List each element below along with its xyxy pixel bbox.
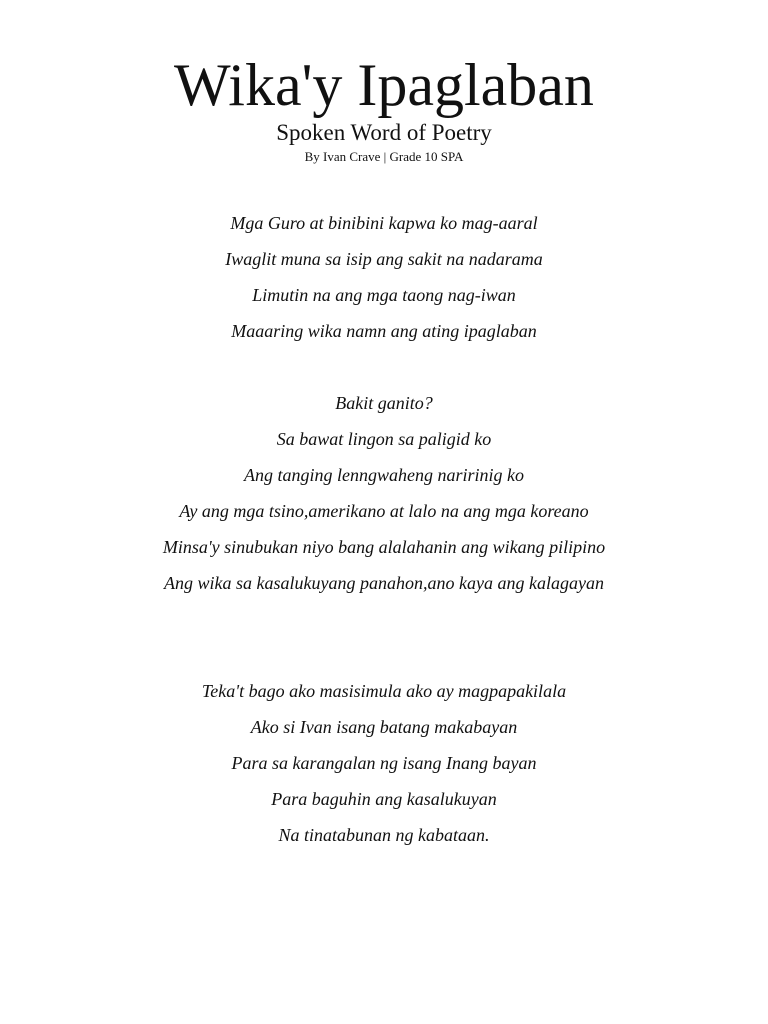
- poem-line: Iwaglit muna sa isip ang sakit na nadarama: [225, 249, 543, 269]
- poem-line: Para baguhin ang kasalukuyan: [271, 789, 497, 809]
- poem-line: Bakit ganito?: [335, 393, 433, 413]
- poem-line: Sa bawat lingon sa paligid ko: [276, 429, 492, 449]
- poem-line: Maaaring wika namn ang ating ipaglaban: [231, 321, 537, 341]
- poem-line: Teka't bago ako masisimula ako ay magpapakilala: [201, 681, 567, 701]
- poem-line: Ang tanging lenngwaheng naririnig ko: [244, 465, 524, 485]
- stanza-2: [0, 385, 768, 601]
- stanza-3: [0, 673, 768, 853]
- poem-line: Limutin na ang mga taong nag-iwan: [252, 285, 516, 305]
- poem-line: Na tinatabunan ng kabataan.: [278, 825, 490, 845]
- poem-line: Ang wika sa kasalukuyang panahon,ano kaya ang kalagayan: [164, 573, 604, 593]
- poem-line: Ay ang mga tsino,amerikano at lalo na ang mga koreano: [179, 501, 589, 521]
- poem-subtitle: Spoken Word of Poetry: [276, 120, 492, 145]
- author-byline: By Ivan Crave | Grade 10 SPA: [304, 149, 464, 164]
- poem-line: Ako si Ivan isang batang makabayan: [250, 717, 518, 737]
- stanza-1: [0, 205, 768, 349]
- poem-line: Mga Guro at binibini kapwa ko mag-aaral: [230, 213, 538, 233]
- poem-line: Para sa karangalan ng isang Inang bayan: [231, 753, 537, 773]
- poem-line: Minsa'y sinubukan niyo bang alalahanin ang wikang pilipino: [162, 537, 606, 557]
- poem-title: Wika'y Ipaglaban: [174, 52, 594, 118]
